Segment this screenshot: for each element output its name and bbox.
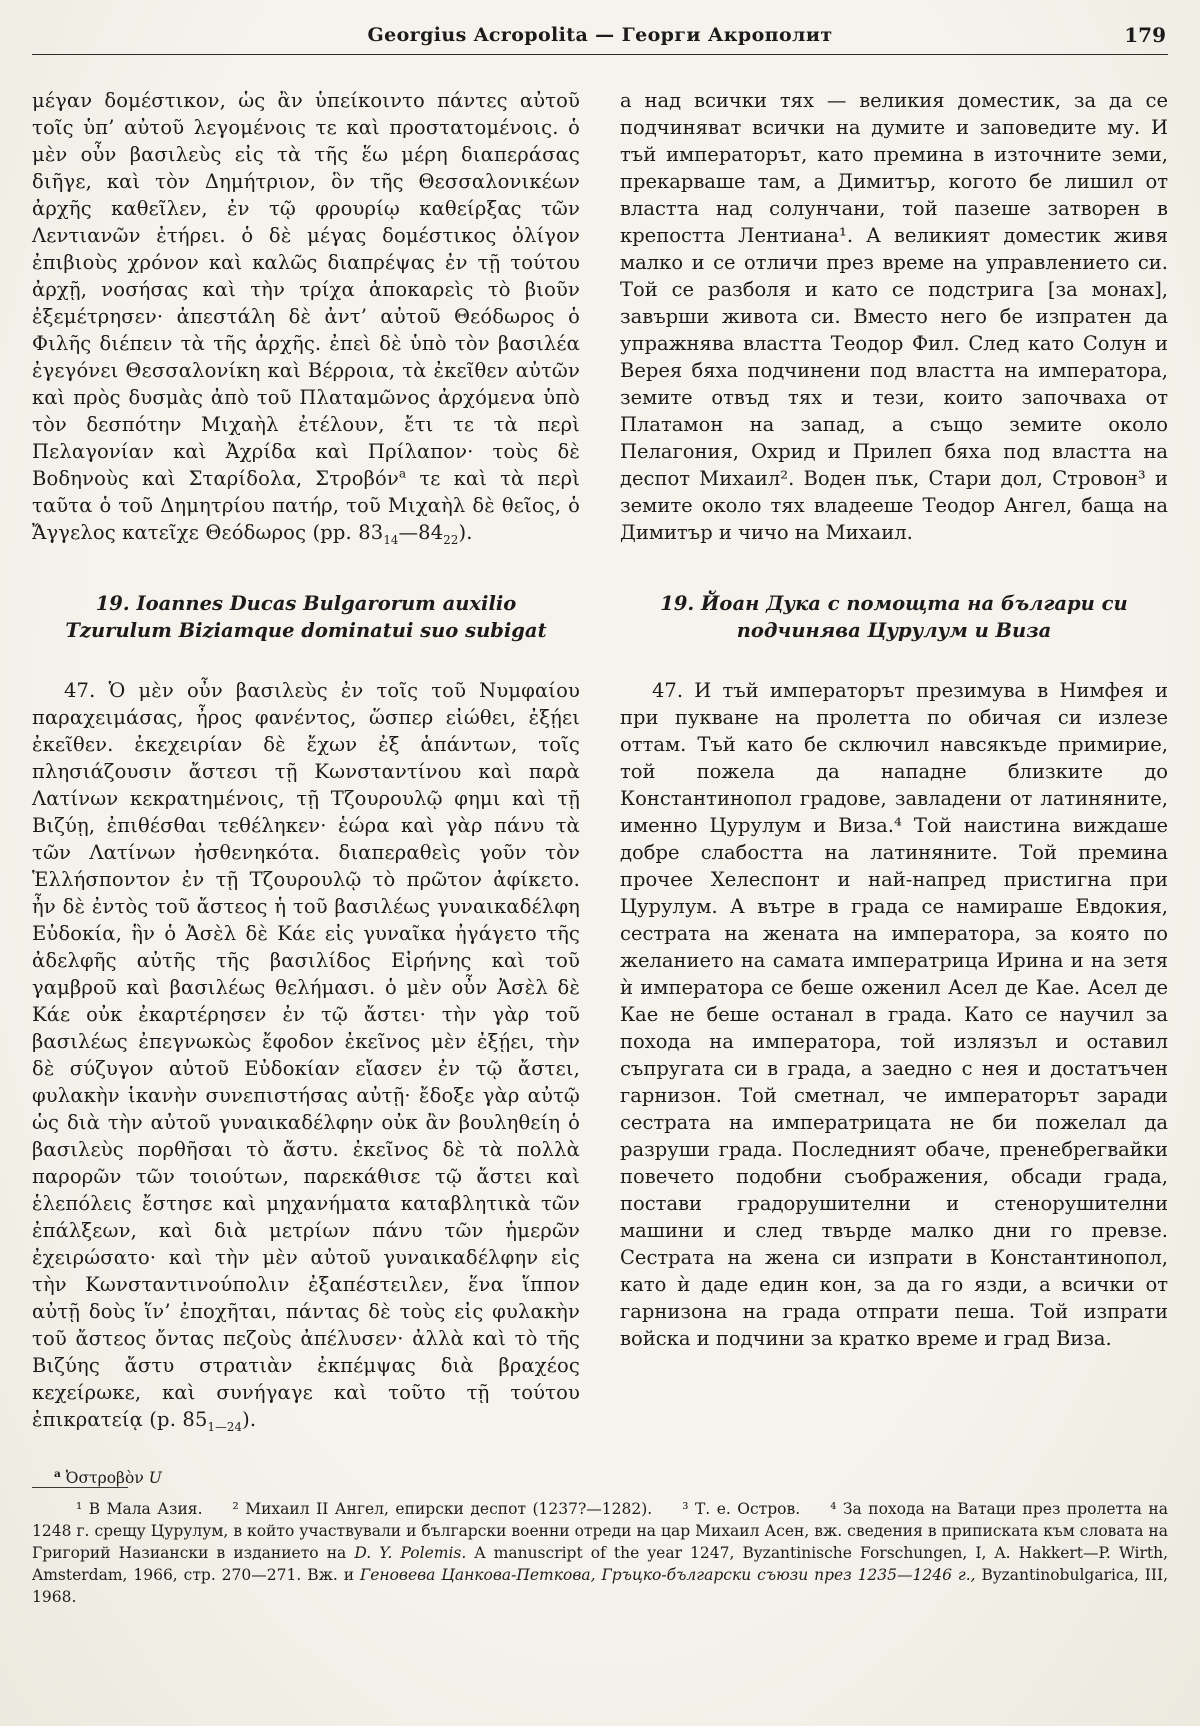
running-title: Georgius Acropolita — Георги Акрополит	[367, 24, 833, 46]
footnote-1: ¹ В Мала Азия.	[76, 1500, 203, 1518]
greek-text-run: 47. Ὁ μὲν οὖν βασιλεὺς ἐν τοῖς τοῦ Νυμφαίου παραχειμάσας, ἦρος φανέντος, ὥσπερ εἰώθει, ἐξῄει ἐκεῖθεν. ἐκεχειρίαν δὲ ἔχων ἐξ ἁπάντων, τοῖς πλησιάζουσιν ἄστεσι τῇ Κωνσταντίνου καὶ παρὰ Λατίνων κεκρατημένοις, τῇ Τζουρουλῷ φημι καὶ τῇ Βιζύῃ, ἐπιθέσθαι τεθέληκεν· ἑώρα καὶ γὰρ πάνυ τὰ τῶν Λατίνων ἠσθενηκότα. διαπεραθεὶς γοῦν τὸν Ἑλλήσποντον ἐν τῇ Τζουρουλῷ τὸ πρῶτον ἀφίκετο. ἦν δὲ ἐντὸς τοῦ ἄστεος ἡ τοῦ βασιλέως γυναικαδέλφη Εὐδοκία, ἣν ὁ Ἀσὲλ δὲ Κάε εἰς γυναῖκα ἠγάγετο τῆς ἀδελφῆς αὐτῆς τῆς βασιλίδος Εἰρήνης καὶ τοῦ γαμβροῦ καὶ βασιλέως θελήμασι. ὁ μὲν οὖν Ἀσὲλ δὲ Κάε οὐκ ἐκαρτέρησεν ἐν τῷ ἄστει· τὴν γὰρ τοῦ βασιλέως ἐπεγνωκὼς ἔφοδον ἐκεῖνος μὲν ἐξῄει, τὴν δὲ σύζυγον αὐτοῦ Εὐδοκίαν εἴασεν ἐν τῷ ἄστει, φυλακὴν ἱκανὴν συνεπιστήσας αὐτῇ· ἔδοξε γὰρ αὐτῷ ὡς διὰ τὴν αὐτοῦ γυναικαδέλφην οὐκ ἂν βουληθείη ὁ βασιλεὺς πορθῆσαι τὸ ἄστυ. ἐκεῖνος δὲ τὰ πολλὰ παρορῶν τῶν τοιούτων, παρεκάθισε τῷ ἄστει καὶ ἑλεπόλεις ἔστησε καὶ μηχανήματα καταβλητικὰ τῶν ἐπάλξεων, καὶ διὰ μετρίων πάνυ τῶν ἡμερῶν ἐχειρώσατο· καὶ τὴν μὲν αὐτοῦ γυναικαδέλφην εἰς τὴν Κωνσταντινούπολιν ἐξαπέστειλεν, ἕνα ἵππον αὐτῇ δοὺς ἵν’ ἐποχῆται, πάντας δὲ τοὺς εἰς φυλακὴν τοῦ ἄστεος ὄντας πεζοὺς ἀπέλυσεν· ἀλλὰ καὶ τὸ τῆς Βιζύης ἄστυ στρατιὰν ἐκπέμψας διὰ βραχέος κεχείρωκε, καὶ συνήγαγε καὶ τοῦτο τῇ τούτου ἐπικρατείᾳ (p. 85	[32, 679, 580, 1431]
greek-text-run: —84	[398, 520, 444, 544]
footnotes-block	[32, 1498, 1168, 1608]
section-heading-bulgarian: 19. Йоан Дука с помощта на българи си подчинява Цурулум и Виза	[660, 591, 1128, 643]
line-number-subscript: 14	[383, 532, 399, 547]
footnote-4-text: Byzantinobulgarica, III, 1968.	[32, 1566, 1168, 1606]
section-heading-bulgarian-cell	[620, 546, 1168, 677]
footnote-4-title: Гръцко-български съюзи през 1235—1246 г.,	[595, 1566, 976, 1584]
bulgarian-text-block-1	[620, 87, 1168, 546]
greek-text-block-2	[32, 677, 580, 1487]
apparatus-letter: a	[54, 1467, 61, 1480]
bulgarian-text-block-2	[620, 677, 1168, 1487]
greek-paragraph-47	[32, 677, 580, 1433]
footnote-2: ² Михаил II Ангел, епирски деспот (1237?—1282).	[232, 1500, 653, 1518]
footnote-4-author: D. Y. Polemis.	[354, 1544, 467, 1562]
footnote-4-author: Геновева Цанкова-Петкова,	[359, 1566, 596, 1584]
apparatus-lemma: Ὀστροβὸν	[60, 1469, 149, 1487]
critical-apparatus-note	[32, 1469, 580, 1487]
footnotes-section	[0, 1487, 1200, 1726]
page-header	[32, 18, 1168, 47]
bulgarian-paragraph-47: 47. И тъй императорът презимува в Нимфея и при пукване на пролетта по обичая си излезе оттам. Тъй като бе сключил навсякъде примирие, той пожела да нападне близките до Константинопол градове, завладени от латиняните, именно Цурулум и Виза.⁴ Той наистина виждаше добре слабостта на латиняните. Той премина прочее Хелеспонт и най-напред пристигна при Цурулум. А вътре в града се намираше Евдокия, сестрата на жената на императора, за която по желанието на самата императрица Ирина и на зетя ѝ императора се беше оженил Асел де Кае. Асел де Кае не беше останал в града. Като се научил за похода на императора, той излязъл и оставил съпругата си в града, а заедно с нея и достатъчен гарнизон. Той сметнал, че императорът заради сестрата на императрицата не би пожелал да разруши града. Последният обаче, пренебрегвайки повечето подобни съображения, обсади града, постави градорушителни и стенорушителни машини и след твърде малко дни го превзе. Сестрата на жена си изпрати в Константинопол, като ѝ даде един кон, за да го язди, а всички от гарнизона на града отпрати пеша. Той изпрати войска и подчини за кратко време и град Виза.	[620, 679, 1168, 1350]
greek-text-run: μέγαν δομέστικον, ὡς ἂν ὑπείκοιντο πάντες αὐτοῦ τοῖς ὑπ’ αὐτοῦ λεγομένοις τε καὶ προστατομένοις. ὁ μὲν οὖν βασιλεὺς εἰς τὰ τῆς ἕω μέρη διαπεράσας διῆγε, καὶ τὸν Δημήτριον, ὃν τῆς Θεσσαλονικέων ἀρχῆς καθεῖλεν, ἐν τῷ φρουρίῳ καθείρξας τῶν Λεντιανῶν ἐτήρει. ὁ δὲ μέγας δομέστικος ὀλίγον ἐπιβιοὺς χρόνον καὶ καλῶς διαπρέψας ἐν τῇ τούτου ἀρχῇ, νοσήσας καὶ τὴν τρίχα ἀποκαρεὶς τὸ βιοῦν ἐξεμέτρησεν· ἀπεστάλη δὲ ἀντ’ αὐτοῦ Θεόδωρος ὁ Φιλῆς διέπειν τὰ τῆς ἀρχῆς. ἐπεὶ δὲ ὑπὸ τὸν βασιλέα ἐγεγόνει Θεσσαλονίκη καὶ Βέρροια, τὰ ἐκεῖθεν αὐτῶν καὶ πρὸς δυσμὰς ἀπὸ τοῦ Πλαταμῶνος ἀρχόμενα ὑπὸ τὸν δεσπότην Μιχαὴλ ἐτέλουν, ἔτι τε τὰ περὶ Πελαγονίαν καὶ Ἀχρίδα καὶ Πρίλαπον· τοὺς δὲ Βοδηνοὺς καὶ Σταρίδολα, Στροβόν	[32, 88, 580, 490]
bulgarian-paragraph: а над всички тях — великия доместик, за да се подчиняват всички на думите и заповедите му. И тъй императорът, като премина в източните земи, прекарваше там, а Димитър, когото бе лишил от властта над солунчани, той пазеше затворен в крепостта Лентиана¹. А великият доместик живя малко и се отличи през време на управлението си. Той се разболя и като се подстрига [за монах], завърши живота си. Вместо него бе изпратен да упражнява властта Теодор Фил. След като Солун и Верея бяха подчинени под властта на императора, земите отвъд тях и тези, които започваха от Платамон на запад, а също земите около Пелагония, Охрид и Прилеп бяха под властта на деспот Михаил². Воден пък, Стари дол, Стровон³ и земите около тях владееше Теодор Ангел, баща на Димитър и чичо на Михаил.	[620, 88, 1168, 544]
section-heading-latin-cell	[32, 546, 580, 677]
apparatus-reference-mark: a	[398, 466, 407, 481]
apparatus-siglum: U	[148, 1469, 162, 1487]
page-number: 179	[1124, 23, 1166, 47]
line-number-subscript: 1—24	[207, 1419, 243, 1434]
footnote-3: ³ Т. е. Остров.	[682, 1500, 801, 1518]
two-column-text	[0, 55, 1200, 1487]
greek-text-block-1	[32, 87, 580, 546]
greek-text-run: τε καὶ τὰ περὶ ταῦτα ὁ τοῦ Δημητρίου πατήρ, τοῦ Μιχαὴλ δὲ θεῖος, ὁ Ἄγγελος κατεῖχε Θεόδωρος (pp. 83	[32, 466, 580, 544]
footnote-separator-rule	[32, 1487, 128, 1488]
greek-text-run: ).	[458, 520, 473, 544]
footnote-4-text: A manuscript of the year 1247, Byzantinische Forschungen, I, A. Hakkert—P. Wirth, Amsterdam, 1966, стр. 270—271. Вж. и	[32, 1544, 1168, 1584]
greek-text-run: ).	[242, 1408, 257, 1431]
section-heading-latin: 19. Ioannes Ducas Bulgarorum auxilio Tzurulum Biziamque dominatui suo subigat	[65, 591, 547, 643]
greek-paragraph	[32, 87, 580, 546]
line-number-subscript: 22	[443, 532, 459, 547]
footnote-4-text: ⁴ За похода на Ватаци през пролетта на 1248 г. срещу Цурулум, в който участвували и български военни отреди на цар Михаил Асен, вж. сведения в приписката към словата на Григорий Назиански в изданието на	[32, 1500, 1168, 1562]
